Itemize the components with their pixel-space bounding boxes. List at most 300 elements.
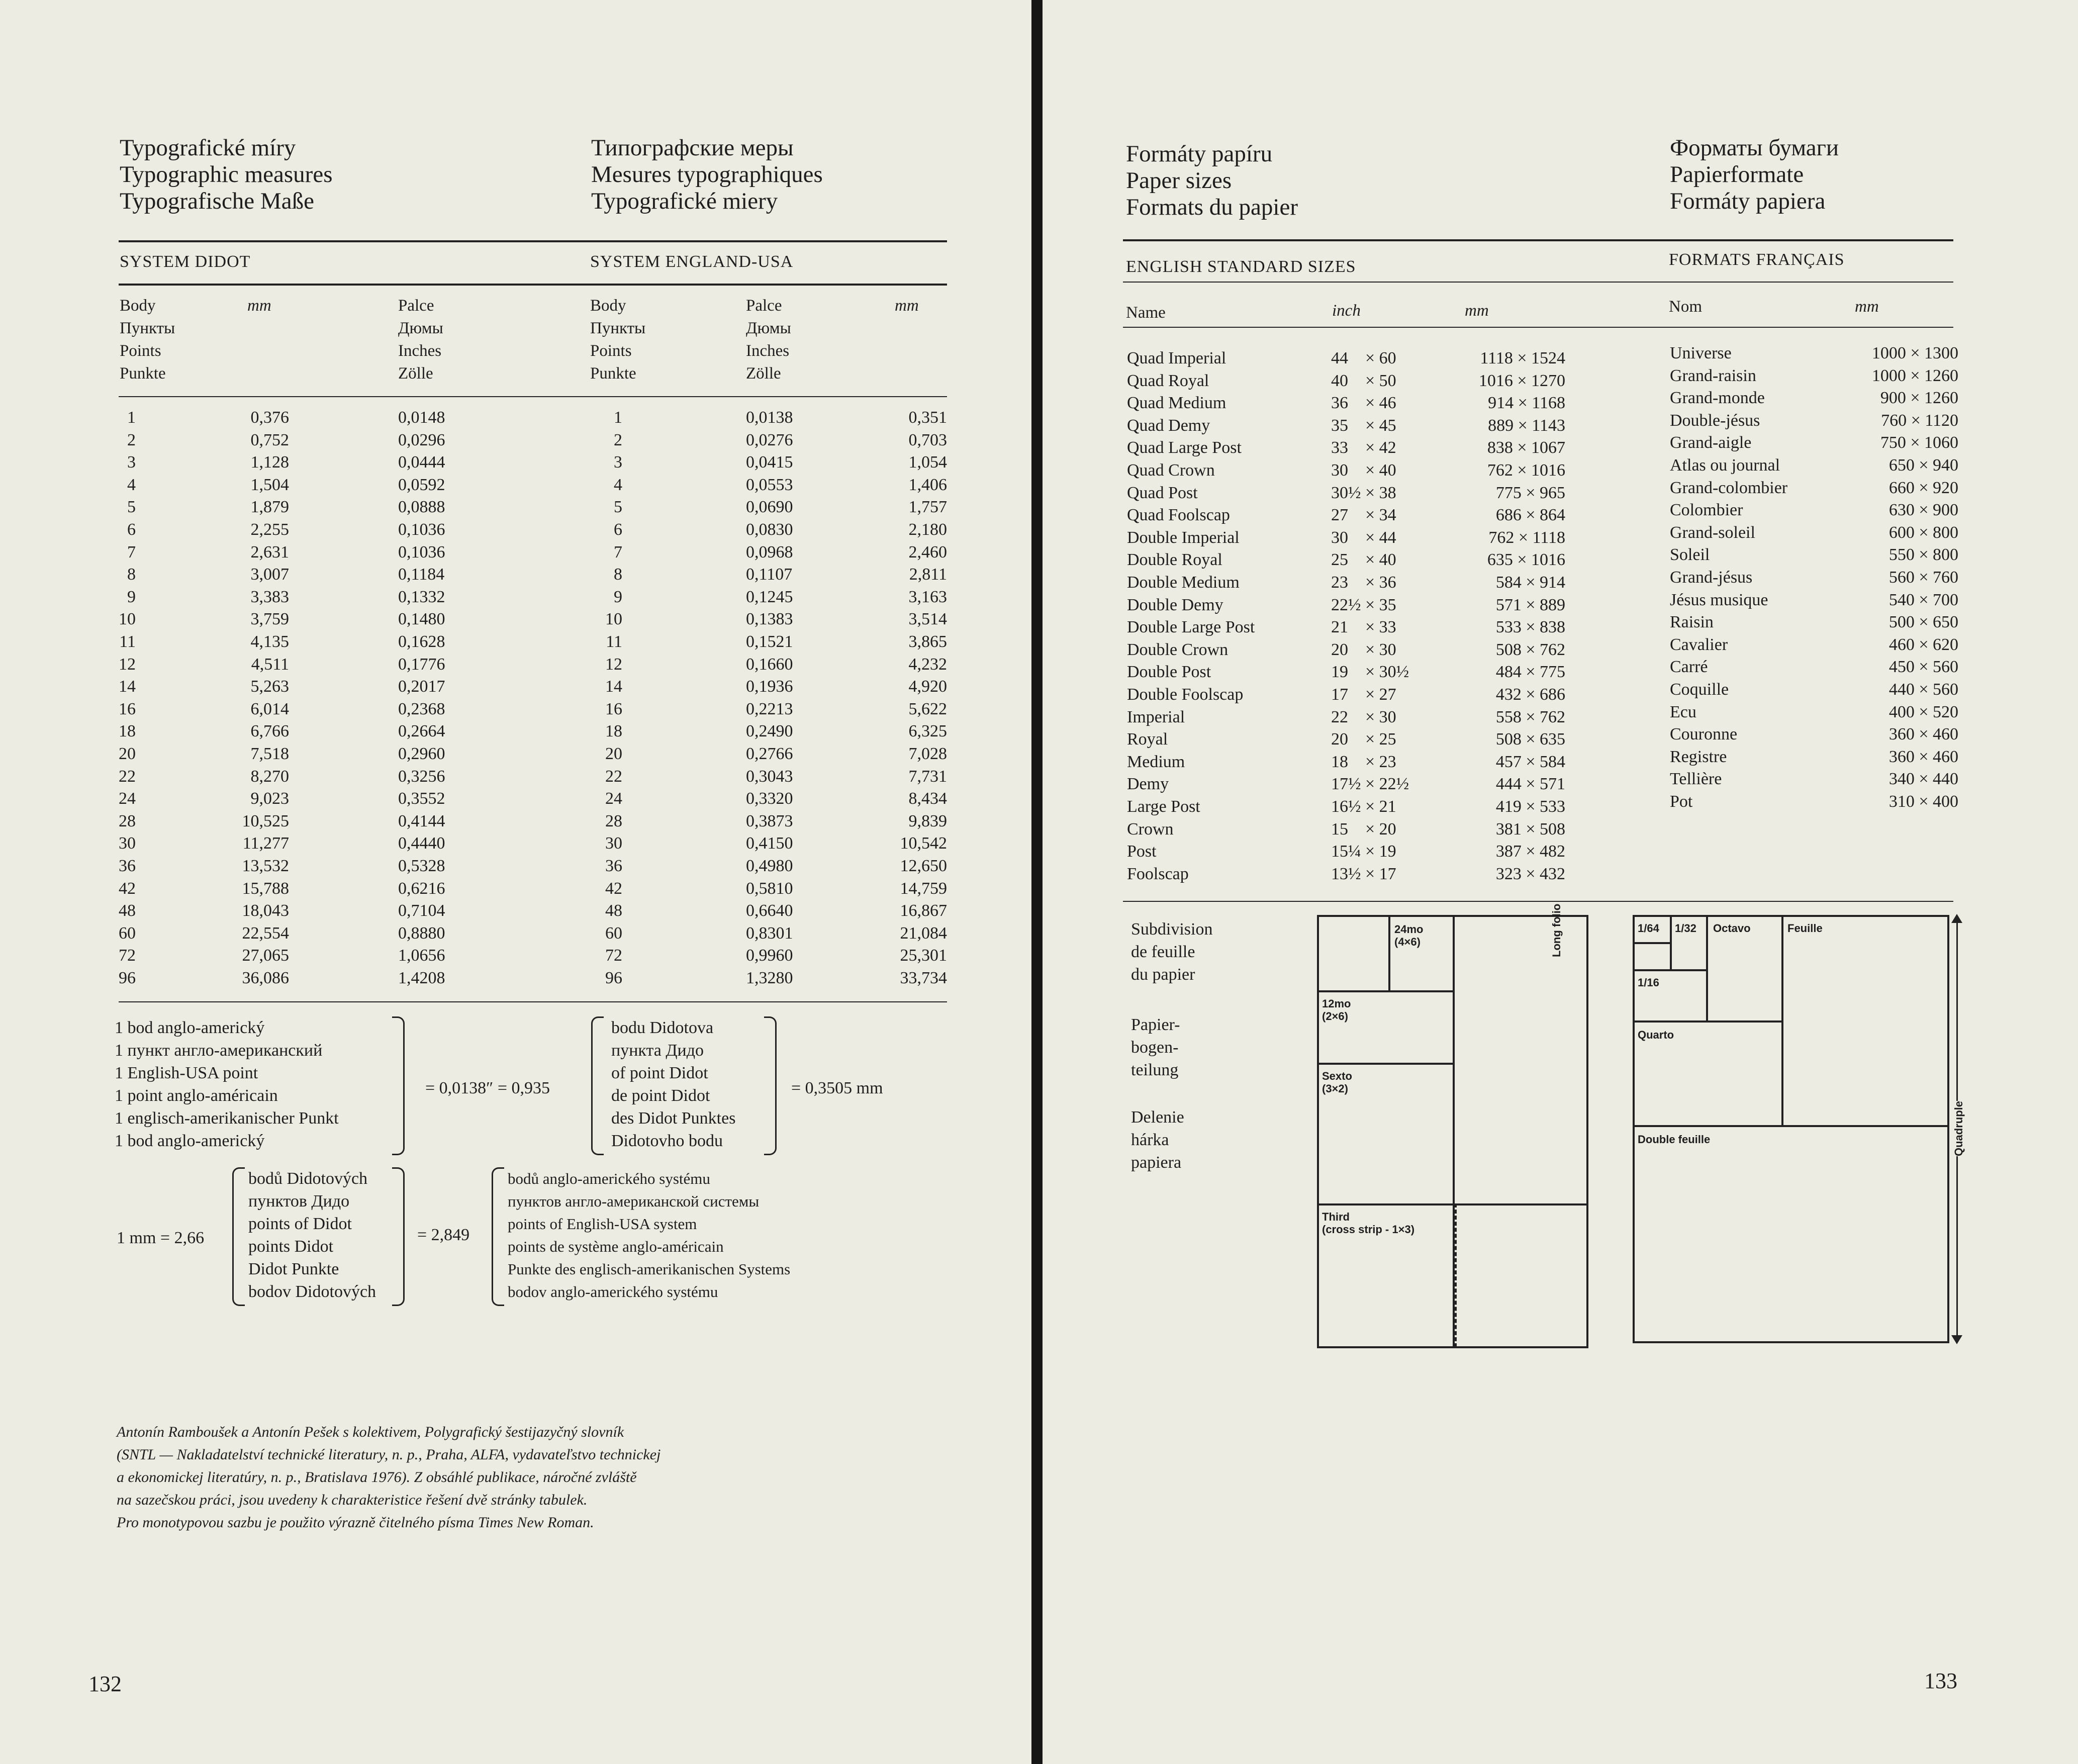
system-didot-heading: SYSTEM DIDOT [120,252,251,271]
table-cell: × 27 [1365,685,1396,704]
table-cell: Quad Crown [1127,461,1215,480]
table-cell: 16 [605,699,622,718]
table-cell: 762 × 1118 [1488,528,1565,547]
table-cell: 0,2017 [398,677,445,696]
measures-table [0,406,1035,999]
table-row [1646,454,1998,477]
table-cell: 0,3873 [746,811,793,830]
table-cell: 14,759 [900,879,947,898]
table-cell: 6,014 [250,699,289,718]
table-row [0,653,1035,676]
label-24mo: 24mo (4×6) [1394,923,1424,948]
table-cell: 444 × 571 [1495,775,1565,794]
table-cell: 1,054 [908,453,947,472]
table-cell: 5,622 [908,699,947,718]
table-row [1043,616,1646,638]
table-cell: Carré [1670,658,1708,677]
subdivision-label-de: Papier- bogen- teilung [1131,1015,1180,1079]
table-cell: 1,406 [908,475,947,494]
table-cell: Universe [1670,344,1732,362]
eq1-right-brace [392,1016,405,1155]
table-cell: 12 [605,655,622,674]
table-row [0,967,1035,989]
table-row [1646,723,1998,746]
table-cell: 381 × 508 [1495,819,1565,839]
table-cell: 1000 × 1260 [1871,366,1958,385]
table-cell: 8 [614,565,622,584]
table-cell: 457 × 584 [1495,752,1565,771]
diagram-subdivision-english [1317,903,1588,1348]
table-row [1043,773,1646,795]
table-row [1646,678,1998,701]
table-row [1043,504,1646,526]
table-cell: 550 × 800 [1888,545,1958,565]
table-row [0,496,1035,518]
table-cell: × 17 [1365,864,1396,883]
title-line: Formáty papíru [1126,141,1273,167]
divider [1635,942,1672,944]
table-cell: 33,734 [900,969,947,987]
table-cell: 16 [119,699,136,718]
table-cell: 360 × 460 [1888,725,1958,744]
table-bottom-rule [119,1001,947,1002]
table-cell: Soleil [1670,545,1710,565]
table-cell: Imperial [1127,707,1185,726]
table-cell: Quad Medium [1127,394,1226,413]
label-sexto: Sexto (3×2) [1322,1070,1352,1095]
table-cell: × 33 [1365,618,1396,637]
table-cell: Raisin [1670,613,1714,632]
table-cell: 0,4980 [746,857,793,875]
table-cell: Quad Post [1127,483,1198,502]
label-third: Third (cross strip - 1×3) [1322,1211,1415,1236]
table-cell: Medium [1127,752,1185,771]
table-row [1646,566,1998,589]
page-number-right: 133 [1924,1668,1957,1693]
table-cell: 17½ [1331,775,1361,794]
table-cell: 889 × 1143 [1488,416,1565,435]
table-cell: 16½ [1331,797,1361,816]
eq2-start: 1 mm = 2,66 [117,1229,205,1247]
table-cell: 0,0553 [746,475,793,494]
table-cell: 7,028 [908,745,947,763]
table-cell: 44 [1331,349,1348,367]
table-row [0,406,1035,429]
table-cell: × 46 [1365,394,1396,413]
table-cell: Coquille [1670,680,1729,699]
table-cell: 36 [119,857,136,875]
table-cell: 20 [605,745,622,763]
table-cell: 0,9960 [746,946,793,965]
table-cell: Quad Foolscap [1127,506,1230,525]
table-cell: 533 × 838 [1495,618,1565,637]
table-row [0,787,1035,810]
table-cell: × 30 [1365,707,1396,726]
table-cell: 5,263 [250,677,289,696]
table-cell: 0,2664 [398,722,445,741]
title-line: Paper sizes [1126,167,1232,194]
table-cell: 387 × 482 [1495,842,1565,861]
table-row [1646,364,1998,387]
table-cell: 0,1107 [746,565,793,584]
header-mm-french: mm [1855,298,1879,316]
table-cell: Double Demy [1127,595,1223,614]
table-row [1043,840,1646,863]
citation: Antonín Ramboušek a Antonín Pešek s kolektivem, Polygrafický šestijazyčný slovník (SNTL — Nakladatelství technické literatury, n. p., Praha, ALFA, vydavateľstvo technickej a ekonomickej literatúry, n. p., Bratislava 1976). Z obsáhlé publikace, náročné zvláště na sazečskou práci, jsou uvedeny k charakteristice řešení dvě stránky tabulek. Pro monotypovou sazbu je použito výrazně čitelného písma Times New Roman. [117,1424,661,1531]
table-cell: Double Post [1127,663,1211,682]
table-cell: 0,3043 [746,767,793,786]
table-cell: Crown [1127,819,1174,839]
table-cell: 21,084 [900,923,947,943]
table-cell: 4,232 [908,655,947,674]
table-cell: 21 [1331,618,1348,637]
table-cell: Ecu [1670,702,1696,721]
table-cell: 0,8880 [398,923,445,943]
table-cell: Foolscap [1127,864,1189,883]
table-cell: Grand-jésus [1670,568,1753,587]
table-cell: 8,270 [250,767,289,786]
table-cell: 3 [614,453,622,472]
table-row [1043,863,1646,885]
table-cell: Colombier [1670,501,1743,520]
diagram-subdivision-french [1633,915,1949,1343]
table-cell: 25,301 [900,946,947,965]
header-inch: inch [1332,302,1361,320]
table-cell: 3 [127,453,136,472]
header-rule [119,284,947,286]
table-row [1043,369,1646,392]
table-cell: Double Medium [1127,573,1240,592]
table-row [1646,633,1998,656]
table-row [0,451,1035,474]
table-row [1043,436,1646,459]
english-sizes-table [1043,347,1646,890]
table-cell: 0,1628 [398,632,445,651]
title-line: Типографские меры [591,135,794,161]
english-sizes-heading: ENGLISH STANDARD SIZES [1126,257,1356,276]
table-cell: 22 [1331,707,1348,726]
system-england-heading: SYSTEM ENGLAND-USA [590,252,794,271]
table-cell: 0,0690 [746,498,793,517]
table-cell: 323 × 432 [1495,864,1565,883]
table-cell: Double Foolscap [1127,685,1244,704]
table-cell: 0,1332 [398,587,445,606]
table-cell: Tellière [1670,770,1722,789]
table-row [1043,728,1646,751]
header-mm-didot: mm [247,297,271,315]
table-row [1646,431,1998,454]
eq1-right-list: bodu Didotova пункта Дидо of point Didot de point Didot des Didot Punktes Didotovho bodu [611,1018,736,1150]
table-cell: 838 × 1067 [1487,438,1565,457]
table-cell: 18 [119,722,136,741]
table-cell: × 42 [1365,438,1396,457]
table-row [1043,706,1646,728]
table-cell: 0,0296 [398,430,445,449]
table-cell: 750 × 1060 [1880,433,1958,452]
table-cell: 60 [119,923,136,943]
header-body-didot: Body Пункты Points Punkte [120,297,175,383]
table-row [1043,683,1646,706]
table-cell: 1,757 [908,498,947,517]
table-cell: 28 [605,811,622,830]
table-cell: 24 [119,789,136,808]
table-cell: 0,6216 [398,879,445,898]
table-cell: 13,532 [242,857,289,875]
table-cell: 15¼ [1331,842,1361,861]
table-row [1043,638,1646,661]
table-cell: 0,3256 [398,767,445,786]
table-cell: 914 × 1168 [1488,394,1565,413]
table-row [1646,790,1998,813]
table-cell: 28 [119,811,136,830]
table-cell: 0,0276 [746,430,793,449]
table-cell: 0,2213 [746,699,793,718]
table-cell: 7 [614,542,622,562]
table-cell: 3,383 [250,587,289,606]
table-cell: 30½ [1331,483,1361,502]
title-line: Mesures typographiques [591,161,823,188]
table-cell: 10 [605,610,622,629]
table-cell: 571 × 889 [1495,595,1565,614]
table-row [1646,656,1998,678]
table-cell: 5 [127,498,136,517]
header-name: Name [1126,304,1166,322]
table-cell: Royal [1127,730,1168,749]
table-cell: 1,0656 [398,946,445,965]
table-cell: 460 × 620 [1888,635,1958,654]
table-cell: 6,325 [908,722,947,741]
table-cell: 4,511 [251,655,289,674]
label-1-16: 1/16 [1638,976,1659,989]
table-row [1043,661,1646,683]
title-line: Formáty papiera [1670,188,1826,214]
table-cell: 1,879 [250,498,289,517]
table-cell: 18 [605,722,622,741]
table-cell: 30 [1331,528,1348,547]
table-cell: 2,460 [908,542,947,562]
title-line: Typografické miery [591,188,778,214]
title-line: Papierformate [1670,161,1804,188]
table-cell: × 40 [1365,461,1396,480]
table-cell: × 45 [1365,416,1396,435]
table-cell: Grand-raisin [1670,366,1756,385]
table-cell: × 19 [1365,842,1396,861]
table-cell: 96 [119,969,136,987]
table-cell: 22 [605,767,622,786]
table-cell: 0,1936 [746,677,793,696]
table-row [1646,387,1998,409]
table-cell: 600 × 800 [1888,523,1958,542]
header-rule [1123,282,1953,283]
table-cell: 96 [605,969,622,987]
table-cell: 0,0888 [398,498,445,517]
table-row [0,630,1035,653]
header-mm-england: mm [895,297,919,315]
table-row [0,765,1035,788]
title-line: Formats du papier [1126,194,1298,220]
table-row [1043,751,1646,773]
table-cell: Double Royal [1127,550,1222,570]
header-body-england: Body Пункты Points Punkte [590,297,646,383]
table-row [0,474,1035,496]
table-row [0,899,1035,922]
eq1-left-brace [591,1016,604,1155]
table-cell: 30 [119,834,136,853]
top-rule [1123,239,1953,241]
table-cell: 1,128 [250,453,289,472]
table-cell: 19 [1331,663,1348,682]
table-row [1646,477,1998,499]
table-cell: 48 [605,901,622,920]
table-row [1043,548,1646,571]
table-cell: 340 × 440 [1888,770,1958,789]
table-cell: 1016 × 1270 [1478,371,1565,390]
table-cell: 0,2490 [746,722,793,741]
french-formats-table [1646,342,1998,824]
table-cell: 25 [1331,550,1348,570]
table-cell: Quad Royal [1127,371,1209,390]
eq1-left-list: 1 bod anglo-americký 1 пункт англо-американский 1 English-USA point 1 point anglo-américain 1 englisch-amerikanischer Punkt 1 bod anglo-americký [115,1018,339,1150]
table-row [1646,521,1998,544]
table-cell: 650 × 940 [1888,456,1958,475]
title-block-left [120,135,332,215]
table-cell: 0,1036 [398,542,445,562]
table-cell: 0,5328 [398,857,445,875]
title-line: Typografische Maße [120,188,314,214]
table-cell: 560 × 760 [1888,568,1958,587]
table-row [0,518,1035,541]
table-cell: 2,631 [250,542,289,562]
header-nom: Nom [1669,298,1702,316]
label-quarto: Quarto [1638,1029,1674,1041]
table-cell: Grand-monde [1670,389,1765,408]
table-row [1646,746,1998,768]
title-block-left [1126,141,1298,221]
table-cell: 400 × 520 [1888,702,1958,721]
table-cell: 6 [614,520,622,539]
table-cell: × 35 [1365,595,1396,614]
table-row [0,855,1035,877]
table-row [1646,701,1998,723]
eq2-right-list: bodů anglo-amerického systému пунктов англо-американской системы points of English-USA system points de système anglo-américain Punkte des englisch-amerikanischen Systems bodov anglo-amerického systému [508,1170,791,1301]
eq1-end: = 0,3505 mm [791,1079,883,1097]
divider [1670,917,1672,971]
table-cell: 1000 × 1300 [1871,344,1958,362]
label-quadruple: Quadruple [1950,1101,1967,1156]
table-cell: 9,023 [250,789,289,808]
eq2-mid-brace [392,1167,405,1306]
table-cell: 0,7104 [398,901,445,920]
table-cell: 9 [127,587,136,606]
table-cell: 1,4208 [398,969,445,987]
table-cell: 22 [119,767,136,786]
subdivision-label-fr: Subdivision de feuille du papier [1131,920,1213,984]
table-cell: 9,839 [908,811,947,830]
table-cell: 12,650 [900,857,947,875]
table-cell: 10 [119,610,136,629]
table-cell: 0,4150 [746,834,793,853]
table-cell: 2 [614,430,622,449]
table-cell: 0,2960 [398,745,445,763]
table-cell: Grand-aigle [1670,433,1752,452]
table-cell: 0,3320 [746,789,793,808]
table-cell: 760 × 1120 [1881,411,1958,430]
table-row [0,608,1035,630]
page-number-left: 132 [88,1672,122,1696]
table-cell: 1,3280 [746,969,793,987]
title-block-right [591,135,823,215]
table-cell: 0,1521 [746,632,793,651]
table-cell: 0,2368 [398,699,445,718]
table-cell: 6 [127,520,136,539]
table-row [1646,543,1998,566]
table-cell: 440 × 560 [1888,680,1958,699]
title-line: Форматы бумаги [1670,135,1839,161]
table-cell: 18,043 [242,901,289,920]
table-cell: 3,007 [250,565,289,584]
table-cell: × 20 [1365,819,1396,839]
table-cell: Atlas ou journal [1670,456,1780,475]
table-cell: 0,0444 [398,453,445,472]
title-line: Typografické míry [120,135,296,161]
table-cell: 18 [1331,752,1348,771]
header-palce-didot: Palce Дюмы Inches Zölle [398,297,443,383]
table-cell: 4,920 [908,677,947,696]
table-cell: 7,731 [908,767,947,786]
table-cell: 22½ [1331,595,1361,614]
table-cell: 5 [614,498,622,517]
table-row [0,720,1035,742]
label-feuille: Feuille [1787,922,1823,935]
header-mm-english: mm [1465,302,1489,320]
table-cell: 11,277 [242,834,289,853]
label-double-feuille: Double feuille [1638,1133,1711,1146]
label-1-64: 1/64 [1638,922,1659,935]
table-cell: 72 [605,946,622,965]
label-12mo: 12mo (2×6) [1322,997,1351,1023]
arrow-down-icon [1951,1335,1962,1344]
table-cell: 310 × 400 [1888,792,1958,811]
table-row [0,742,1035,765]
table-cell: × 23 [1365,752,1396,771]
table-cell: 2,180 [908,520,947,539]
table-row [0,675,1035,698]
table-top-rule [1123,327,1953,328]
table-cell: 12 [119,655,136,674]
table-cell: 0,1480 [398,610,445,629]
table-row [1043,594,1646,616]
table-cell: 0,1184 [398,565,445,584]
table-cell: 1118 × 1524 [1480,349,1565,367]
top-rule [119,240,947,242]
divider [1388,917,1390,992]
table-cell: 16,867 [900,901,947,920]
table-cell: 8,434 [908,789,947,808]
table-row [0,922,1035,945]
table-cell: 4 [127,475,136,494]
table-row [1646,499,1998,521]
table-cell: 0,752 [250,430,289,449]
table-cell: 30 [1331,461,1348,480]
table-cell: 7,518 [250,745,289,763]
eq2-left-list: bodů Didotových пунктов Дидо points of Didot points Didot Didot Punkte bodov Didotových [248,1169,376,1301]
table-row [0,563,1035,586]
table-cell: 24 [605,789,622,808]
table-cell: × 36 [1365,573,1396,592]
table-row [1646,768,1998,790]
table-row [1043,459,1646,482]
table-cell: 0,0968 [746,542,793,562]
